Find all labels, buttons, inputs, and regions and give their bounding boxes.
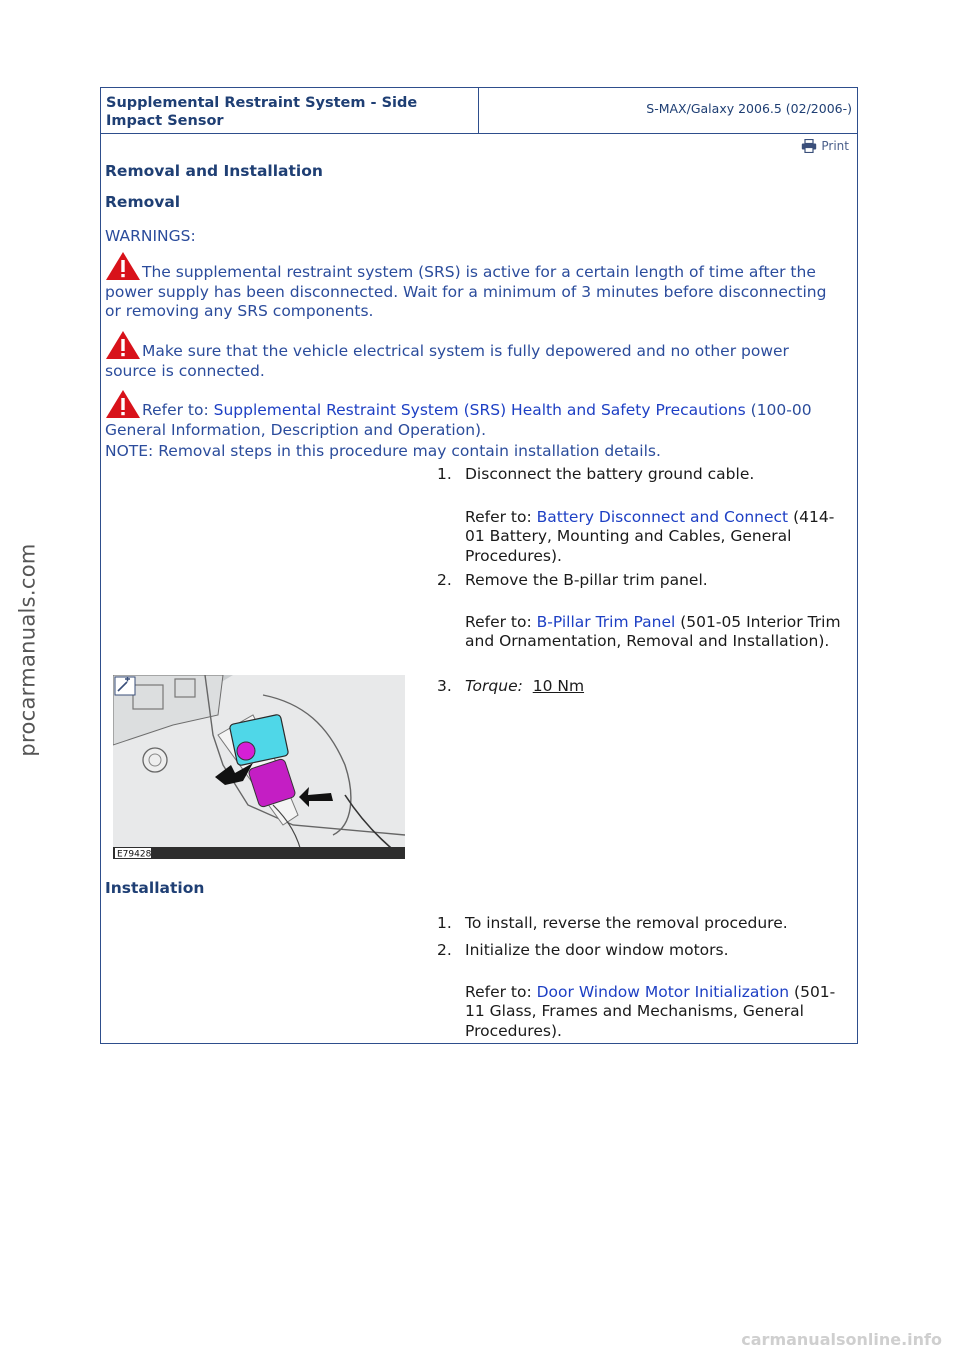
step-number: 2. <box>437 941 452 959</box>
step-text: Disconnect the battery ground cable. <box>465 465 755 483</box>
torque-label: Torque: <box>465 677 523 695</box>
warning-3-prefix: Refer to: <box>142 401 214 419</box>
page-title <box>101 88 479 133</box>
sidebar-watermark <box>8 480 48 820</box>
step-text: Initialize the door window motors. <box>465 941 729 959</box>
battery-disconnect-link[interactable]: Battery Disconnect and Connect <box>536 508 789 526</box>
step-text: Remove the B-pillar trim panel. <box>465 571 708 589</box>
note: NOTE: Removal steps in this procedure may contain installation details. <box>105 442 661 460</box>
print-button[interactable] <box>801 139 849 153</box>
srs-health-safety-link[interactable]: Supplemental Restraint System (SRS) Health and Safety Precautions <box>213 401 746 419</box>
ref-prefix: Refer to: <box>465 613 537 631</box>
sensor-illustration[interactable] <box>113 675 405 859</box>
installation-heading: Installation <box>105 879 205 897</box>
sidebar-watermark-text: procarmanuals.com <box>16 543 40 757</box>
torque-value: 10 Nm <box>532 677 585 695</box>
sensor-illustration-graphic <box>113 675 405 859</box>
ref-suffix: (501-11 Glass, Frames and Mechanisms, General Procedures). <box>465 983 836 1040</box>
ref-prefix: Refer to: <box>465 983 537 1001</box>
warning-1-text: The supplemental restraint system (SRS) is active for a certain length of time after the power supply has been disconnected. Wait for a minimum of 3 minutes before disconnecting or removing any SRS components. <box>105 263 827 321</box>
warnings-label: WARNINGS: <box>105 227 196 245</box>
warning-1 <box>105 251 845 322</box>
warning-triangle-icon <box>105 330 141 360</box>
step-text: To install, reverse the removal procedure. <box>465 914 788 932</box>
step-number: 2. <box>437 571 452 589</box>
warning-3 <box>105 389 845 440</box>
ref-prefix: Refer to: <box>465 508 537 526</box>
installation-step-2-ref <box>465 983 850 1041</box>
warning-2-text: Make sure that the vehicle electrical system is fully depowered and no other power source is connected. <box>105 342 789 380</box>
door-window-motor-link[interactable]: Door Window Motor Initialization <box>536 983 790 1001</box>
document-frame <box>100 87 858 1044</box>
vehicle-model: S-MAX/Galaxy 2006.5 (02/2006-) <box>646 101 852 116</box>
removal-step-2-ref <box>465 613 850 652</box>
step-number: 3. <box>437 677 452 695</box>
page-title-line2: Impact Sensor <box>106 113 224 129</box>
step-number: 1. <box>437 914 452 932</box>
ref-suffix: (501-05 Interior Trim and Ornamentation, Removal and Installation). <box>465 613 841 651</box>
figure-id: E79428 <box>117 849 152 859</box>
warning-2 <box>105 330 845 381</box>
section-title: Removal and Installation <box>105 162 323 180</box>
footer-watermark: carmanualsonline.info <box>741 1330 942 1349</box>
warning-triangle-icon <box>105 389 141 419</box>
print-label: Print <box>821 139 849 153</box>
zoom-icon[interactable] <box>115 677 135 696</box>
warning-3-suffix: (100-00 General Information, Description and Operation). <box>105 401 812 439</box>
printer-icon <box>801 139 817 153</box>
page-title-line1: Supplemental Restraint System - Side <box>106 95 418 111</box>
b-pillar-trim-link[interactable]: B-Pillar Trim Panel <box>536 613 676 631</box>
header <box>101 88 857 134</box>
warning-triangle-icon <box>105 251 141 281</box>
removal-heading: Removal <box>105 193 181 211</box>
removal-step-1-ref <box>465 508 850 566</box>
ref-suffix: (414-01 Battery, Mounting and Cables, General Procedures). <box>465 508 835 565</box>
step-number: 1. <box>437 465 452 483</box>
torque-spec <box>465 677 847 697</box>
